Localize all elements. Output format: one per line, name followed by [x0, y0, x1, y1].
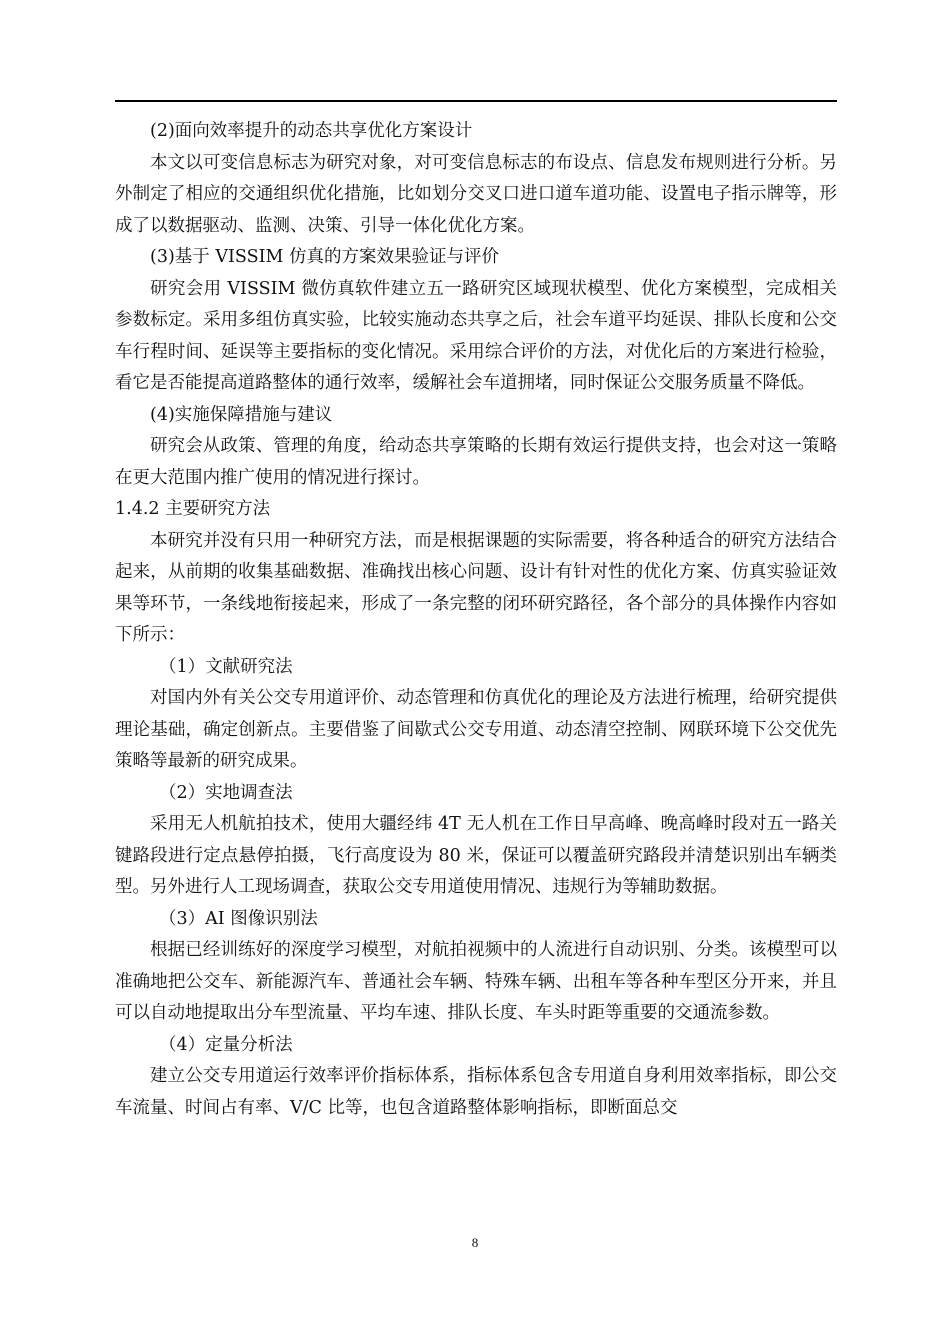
subheading-safeguard-measures: (4)实施保障措施与建议 — [150, 404, 333, 425]
method-heading-ai-recognition: （3）AI 图像识别法 — [159, 908, 318, 929]
paragraph-methods-overview: 本研究并没有只用一种研究方法，而是根据课题的实际需要，将各种适合的研究方法结合起来，从前期的收集基础数据、准确找出核心问题、设计有针对性的优化方案、仿真实验证效果等环节，一条线地衔接起来，形成了一条完整的闭环研究路径，各个部分的具体操作内容如下所示： — [115, 530, 837, 645]
paragraph-vissim-simulation: 研究会用 VISSIM 微仿真软件建立五一路研究区域现状模型、优化方案模型，完成相关参数标定。采用多组仿真实验，比较实施动态共享之后，社会车道平均延误、排队长度和公交车行程时间、延误等主要指标的变化情况。采用综合评价的方法，对优化后的方案进行检验，看它是否能提高道路整体的通行效率，缓解社会车道拥堵，同时保证公交服务质量不降低。 — [115, 278, 837, 393]
page-number: 8 — [471, 1235, 479, 1250]
subheading-efficiency-optimization: (2)面向效率提升的动态共享优化方案设计 — [150, 121, 473, 141]
paragraph-ai-recognition: 根据已经训练好的深度学习模型，对航拍视频中的人流进行自动识别、分类。该模型可以准确地把公交车、新能源汽车、普通社会车辆、特殊车辆、出租车等各种车型区分开来，并且可以自动地提取出分车型流量、平均车速、排队长度、车头时距等重要的交通流参数。 — [115, 940, 837, 1023]
method-heading-field-survey: （2）实地调查法 — [159, 782, 293, 803]
subheading-vissim-validation: (3)基于 VISSIM 仿真的方案效果验证与评价 — [150, 247, 499, 267]
header-rule — [115, 100, 837, 102]
page-content — [115, 116, 837, 1124]
paragraph-policy-support: 研究会从政策、管理的角度，给动态共享策略的长期有效运行提供支持，也会对这一策略在更大范围内推广使用的情况进行探讨。 — [115, 436, 837, 488]
paragraph-literature: 对国内外有关公交专用道评价、动态管理和仿真优化的理论及方法进行梳理，给研究提供理论基础，确定创新点。主要借鉴了间歇式公交专用道、动态清空控制、网联环境下公交优先策略等最新的研究成果。 — [115, 688, 837, 771]
method-heading-literature: （1）文献研究法 — [159, 656, 293, 677]
paragraph-field-survey: 采用无人机航拍技术，使用大疆经纬 4T 无人机在工作日早高峰、晚高峰时段对五一路关键路段进行定点悬停拍摄，飞行高度设为 80 米，保证可以覆盖研究路段并清楚识别出车辆类型。另外进行人工现场调查，获取公交专用道使用情况、违规行为等辅助数据。 — [115, 814, 837, 897]
method-heading-quantitative: （4）定量分析法 — [159, 1034, 293, 1055]
section-heading-1-4-2: 1.4.2 主要研究方法 — [115, 499, 271, 519]
paragraph-vms-design: 本文以可变信息标志为研究对象，对可变信息标志的布设点、信息发布规则进行分析。另外制定了相应的交通组织优化措施，比如划分交叉口进口道车道功能、设置电子指示牌等，形成了以数据驱动、监测、决策、引导一体化优化方案。 — [115, 152, 837, 236]
paragraph-quantitative: 建立公交专用道运行效率评价指标体系，指标体系包含专用道自身利用效率指标，即公交车流量、时间占有率、V/C 比等，也包含道路整体影响指标，即断面总交 — [115, 1066, 837, 1118]
